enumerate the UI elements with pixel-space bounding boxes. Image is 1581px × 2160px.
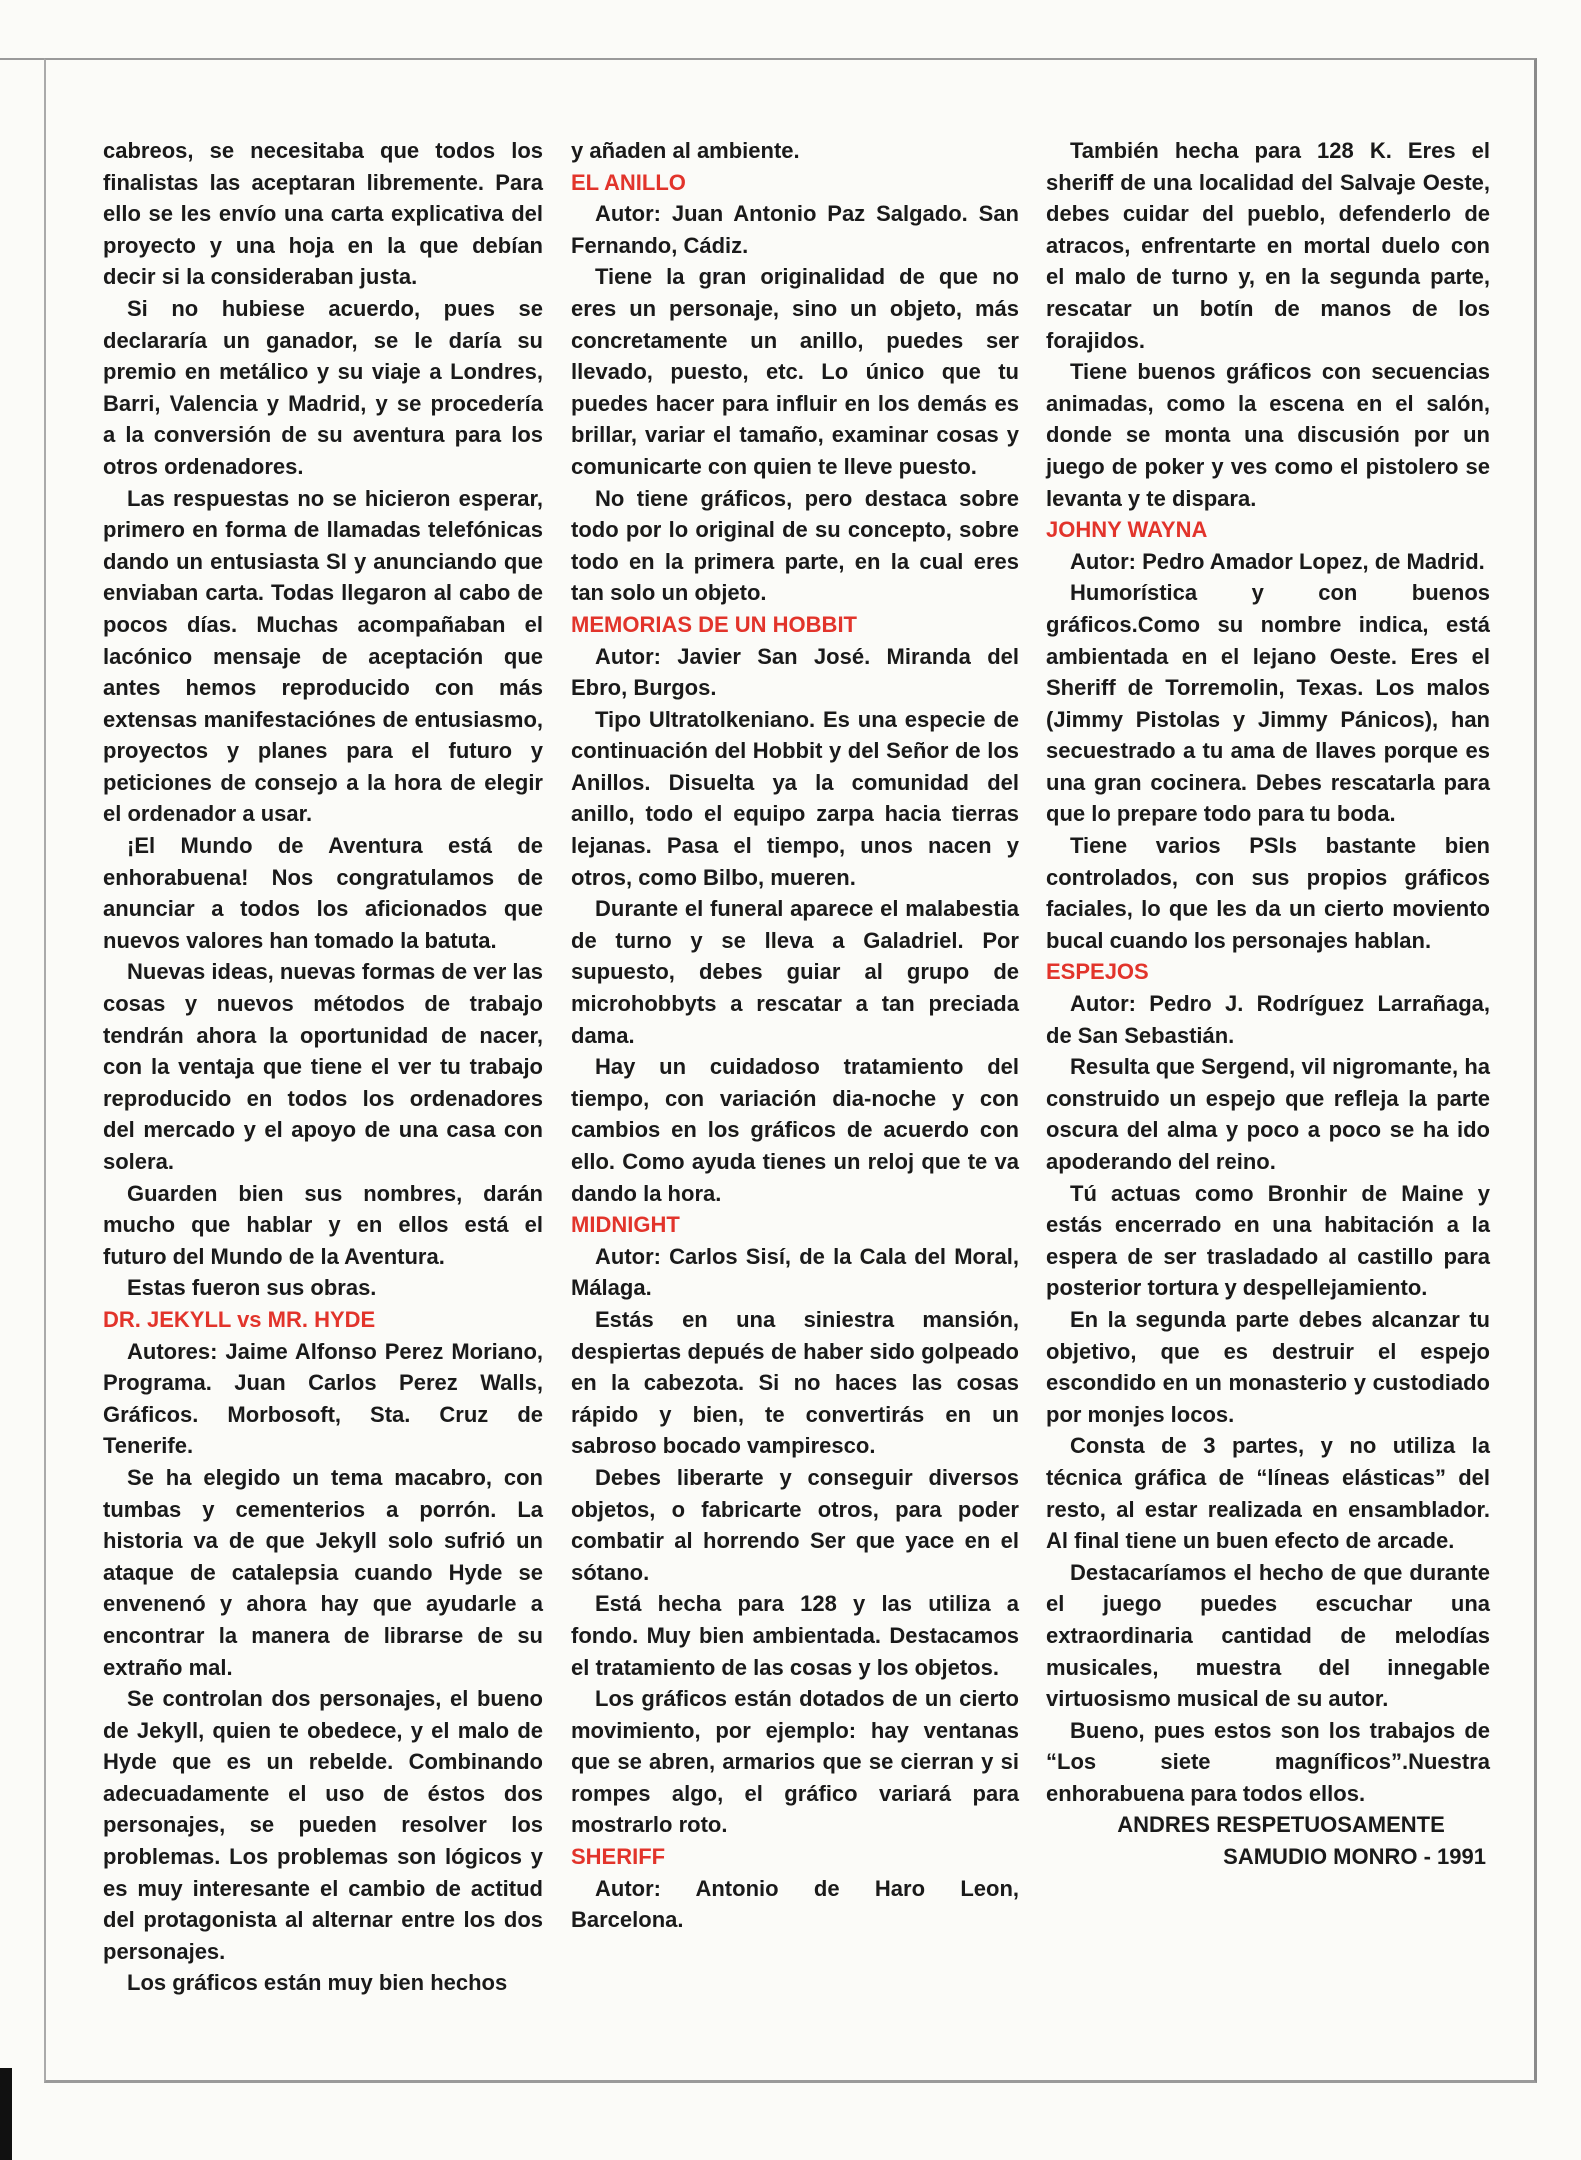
paragraph: Tiene buenos gráficos con secuencias animadas, como la escena en el salón, donde se monta una discusión por un juego de poker y ves como el pistolero se levanta y te dispara. bbox=[1046, 359, 1490, 511]
paragraph: Guarden bien sus nombres, darán mucho que hablar y en ellos está el futuro del Mundo de la Aventura. bbox=[103, 1180, 543, 1269]
paragraph: Autor: Javier San José. Miranda del Ebro, Burgos. bbox=[571, 643, 1019, 701]
section-heading: MEMORIAS DE UN HOBBIT bbox=[571, 611, 857, 637]
paragraph: Se ha elegido un tema macabro, con tumbas y cementerios a porrón. La historia va de que Jekyll solo sufrió un ataque de catalepsia cuando Hyde se envenenó y ahora hay que ayudarle a encontrar la manera de librarse de su extraño mal. bbox=[103, 1464, 543, 1680]
paragraph: Autor: Antonio de Haro Leon, Barcelona. bbox=[571, 1875, 1019, 1933]
paragraph: Tiene varios PSIs bastante bien controlados, con sus propios gráficos faciales, lo que les da un cierto moviento bucal cuando los personajes hablan. bbox=[1046, 833, 1490, 953]
paragraph: Las respuestas no se hicieron esperar, primero en forma de llamadas telefónicas dando un entusiasta SI y anunciando que enviaban carta. Todas llegaron al cabo de pocos días. Muchas acompañaban el lacónico mensaje de aceptación que antes hemos reproducido con más extensas manifestaciónes de entusiasmo, proyectos y planes para el futuro y peticiones de consejo a la hora de elegir el ordenador a usar. bbox=[103, 485, 543, 827]
paragraph: Debes liberarte y conseguir diversos objetos, o fabricarte otros, para poder combatir al horrendo Ser que yace en el sótano. bbox=[571, 1464, 1019, 1585]
paragraph: Consta de 3 partes, y no utiliza la técnica gráfica de “líneas elásticas” del resto, al estar realizada en ensamblador. Al final tiene un buen efecto de arcade. bbox=[1046, 1433, 1490, 1554]
paragraph: Los gráficos están muy bien hechos bbox=[127, 1970, 508, 1996]
paragraph: Tiene la gran originalidad de que no eres un personaje, sino un objeto, más concretamente un anillo, puedes ser llevado, puesto, etc. Lo único que tu puedes hacer para influir en los demás es brillar, variar el tamaño, examinar cosas y comunicarte con quien te lleve puesto. bbox=[571, 264, 1019, 479]
section-heading: DR. JEKYLL vs MR. HYDE bbox=[103, 1306, 376, 1332]
paragraph: Hay un cuidadoso tratamiento del tiempo, con variación dia-noche y con cambios en los gráficos de acuerdo con ello. Como ayuda tienes un reloj que te va dando la hora. bbox=[571, 1054, 1019, 1206]
paragraph: Autor: Pedro J. Rodríguez Larrañaga, de San Sebastián. bbox=[1046, 991, 1490, 1048]
article-column-1 bbox=[103, 135, 543, 1999]
paragraph: Durante el funeral aparece el malabestia de turno y se lleva a Galadriel. Por supuesto, debes guiar al grupo de microhobbyts a rescatar a tan preciada dama. bbox=[571, 896, 1019, 1048]
section-heading: ESPEJOS bbox=[1046, 959, 1149, 985]
paragraph: Nuevas ideas, nuevas formas de ver las cosas y nuevos métodos de trabajo tendrán ahora la oportunidad de nacer, con la ventaja que tiene el ver tu trabajo reproducido en todos los ordenadores del mercado y el apoyo de una casa con solera. bbox=[103, 959, 543, 1174]
paragraph: Autor: Carlos Sisí, de la Cala del Moral, Málaga. bbox=[571, 1243, 1019, 1301]
section-heading: EL ANILLO bbox=[571, 169, 686, 195]
page-edge-line bbox=[0, 58, 44, 60]
article-column-3 bbox=[1046, 135, 1490, 1873]
paragraph: No tiene gráficos, pero destaca sobre todo por lo original de su concepto, sobre todo en la primera parte, en la cual eres tan solo un objeto. bbox=[571, 485, 1019, 606]
paragraph: Los gráficos están dotados de un cierto movimiento, por ejemplo: hay ventanas que se abren, armarios que se cierran y si rompes algo, el gráfico variará para mostrarlo roto. bbox=[571, 1686, 1019, 1838]
paragraph: Destacaríamos el hecho de que durante el juego puedes escuchar una extraordinaria cantidad de melodías musicales, muestra del innegable virtuosismo musical de su autor. bbox=[1046, 1559, 1490, 1712]
section-heading: MIDNIGHT bbox=[571, 1212, 680, 1238]
section-heading: SHERIFF bbox=[571, 1844, 666, 1870]
paragraph: Estás en una siniestra mansión, despiertas depués de haber sido golpeado en la cabezota. Si no haces las cosas rápido y bien, te convertirás en un sabroso bocado vampiresco. bbox=[571, 1306, 1019, 1459]
signature-line: ANDRES RESPETUOSAMENTE bbox=[1117, 1812, 1445, 1838]
paragraph: Autores: Jaime Alfonso Perez Moriano, Programa. Juan Carlos Perez Walls, Gráficos. Morbosoft, Sta. Cruz de Tenerife. bbox=[103, 1338, 543, 1459]
paragraph: Estas fueron sus obras. bbox=[127, 1275, 377, 1301]
paragraph: Resulta que Sergend, vil nigromante, ha construido un espejo que refleja la parte oscura del alma y poco a poco se ha ido apoderando del reino. bbox=[1046, 1054, 1490, 1174]
signature-line: SAMUDIO MONRO - 1991 bbox=[1223, 1844, 1486, 1870]
paragraph: Autor: Pedro Amador Lopez, de Madrid. bbox=[1070, 548, 1485, 574]
paragraph: Autor: Juan Antonio Paz Salgado. San Fernando, Cádiz. bbox=[571, 201, 1019, 258]
paragraph: Tipo Ultratolkeniano. Es una especie de continuación del Hobbit y del Señor de los Anillos. Disuelta ya la comunidad del anillo, todo el equipo zarpa hacia tierras lejanas. Pasa el tiempo, unos nacen y otros, como Bilbo, mueren. bbox=[571, 706, 1019, 890]
article-column-2 bbox=[571, 135, 1019, 1936]
paragraph: Humorística y con buenos gráficos.Como su nombre indica, está ambientada en el lejano Oeste. Eres el Sheriff de Torremolin, Texas. Los malos (Jimmy Pistolas y Jimmy Pánicos), han secuestrado a tu ama de llaves porque es una gran cocinera. Debes rescatarla para que lo prepare todo para tu boda. bbox=[1046, 580, 1490, 827]
paragraph: Bueno, pues estos son los trabajos de “Los siete magníficos”.Nuestra enhorabuena para todos ellos. bbox=[1046, 1717, 1490, 1806]
paragraph: En la segunda parte debes alcanzar tu objetivo, que es destruir el espejo escondido en un monasterio y custodiado por monjes locos. bbox=[1046, 1306, 1490, 1427]
paragraph: También hecha para 128 K. Eres el sheriff de una localidad del Salvaje Oeste, debes cuidar del pueblo, defenderlo de atracos, enfrentarte en mortal duelo con el malo de turno y, en la segunda parte, rescatar un botín de manos de los forajidos. bbox=[1046, 138, 1490, 353]
paragraph: Está hecha para 128 y las utiliza a fondo. Muy bien ambientada. Destacamos el tratamiento de las cosas y los objetos. bbox=[571, 1591, 1019, 1680]
binding-mark bbox=[0, 2068, 12, 2160]
paragraph: Tú actuas como Bronhir de Maine y estás encerrado en una habitación a la espera de ser trasladado al castillo para posterior tortura y despellejamiento. bbox=[1046, 1180, 1490, 1301]
paragraph: ¡El Mundo de Aventura está de enhorabuena! Nos congratulamos de anunciar a todos los aficionados que nuevos valores han tomado la batuta. bbox=[103, 833, 543, 953]
paragraph: Si no hubiese acuerdo, pues se declararía un ganador, se le daría su premio en metálico y su viaje a Londres, Barri, Valencia y Madrid, y se procedería a la conversión de su aventura para los otros ordenadores. bbox=[103, 295, 543, 479]
paragraph: Se controlan dos personajes, el bueno de Jekyll, quien te obedece, y el malo de Hyde que es un rebelde. Combinando adecuadamente el uso de éstos dos personajes, se pueden resolver los problemas. Los problemas son lógicos y es muy interesante el cambio de actitud del protagonista al alternar entre los dos personajes. bbox=[103, 1686, 543, 1964]
section-heading: JOHNY WAYNA bbox=[1046, 517, 1208, 543]
paragraph-continued: cabreos, se necesitaba que todos los finalistas las aceptaran libremente. Para ello se les envío una carta explicativa del proyecto y una hoja en la que debían decir si la consideraban justa. bbox=[103, 138, 543, 290]
paragraph-continued: y añaden al ambiente. bbox=[571, 138, 800, 163]
